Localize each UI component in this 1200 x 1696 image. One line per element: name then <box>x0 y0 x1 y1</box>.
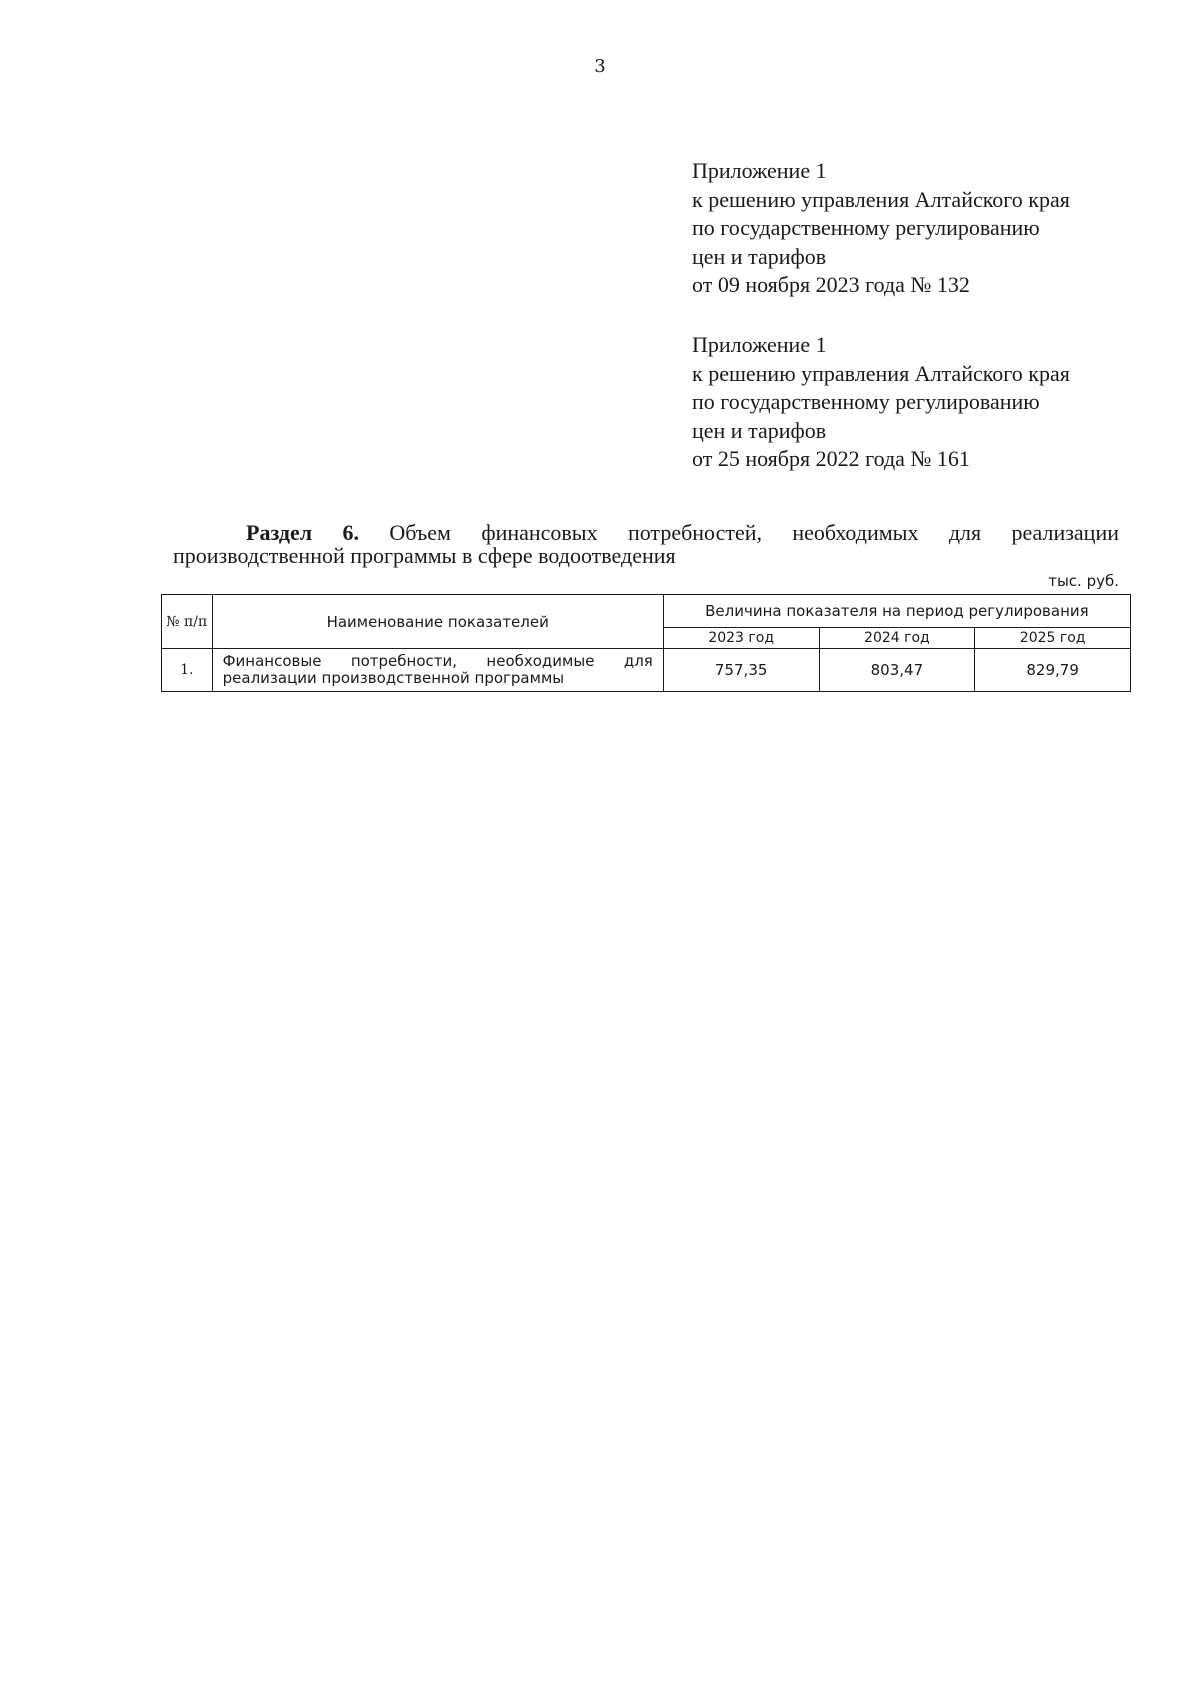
row-indicator-name: Финансовые потребности, необходимые для реализации производственной программы <box>212 649 663 692</box>
header-year: 2024 год <box>819 628 975 649</box>
header-indicator-name: Наименование показателей <box>212 595 663 649</box>
header-year: 2023 год <box>663 628 819 649</box>
appendix-line: Приложение 1 <box>692 332 827 357</box>
appendix-line: цен и тарифов <box>692 417 827 443</box>
page-number: 3 <box>594 56 606 77</box>
header-year: 2025 год <box>975 628 1131 649</box>
header-period: Величина показателя на период регулирования <box>663 595 1130 628</box>
appendix-line: к решению управления Алтайского края <box>692 186 1070 212</box>
appendix-line: от 25 ноября 2022 года № 161 <box>692 446 970 471</box>
appendix-line: по государственному регулированию <box>692 389 1040 414</box>
appendix-line: Приложение 1 <box>692 158 827 183</box>
appendix-line: к решению управления Алтайского края <box>692 360 1070 386</box>
table-header-row <box>162 595 1131 628</box>
row-value: 829,79 <box>975 649 1131 692</box>
row-value: 803,47 <box>819 649 975 692</box>
table-row <box>162 649 1131 692</box>
appendix-line: цен и тарифов <box>692 243 827 269</box>
appendix-line: по государственному регулированию <box>692 215 1040 240</box>
section-heading <box>173 521 1119 567</box>
row-value: 757,35 <box>663 649 819 692</box>
section-label: Раздел 6. <box>246 520 359 545</box>
header-number: № п/п <box>162 595 213 649</box>
financial-needs-table <box>161 594 1131 692</box>
row-number: 1. <box>162 649 213 692</box>
appendix-block-previous <box>692 331 1152 474</box>
appendix-line: от 09 ноября 2023 года № 132 <box>692 272 970 297</box>
units-label: тыс. руб. <box>1048 572 1119 590</box>
section-title: Объем финансовых потребностей, необходимых для реализации производственной программы в сфере водоотведения <box>173 520 1120 568</box>
appendix-block-current <box>692 157 1152 300</box>
